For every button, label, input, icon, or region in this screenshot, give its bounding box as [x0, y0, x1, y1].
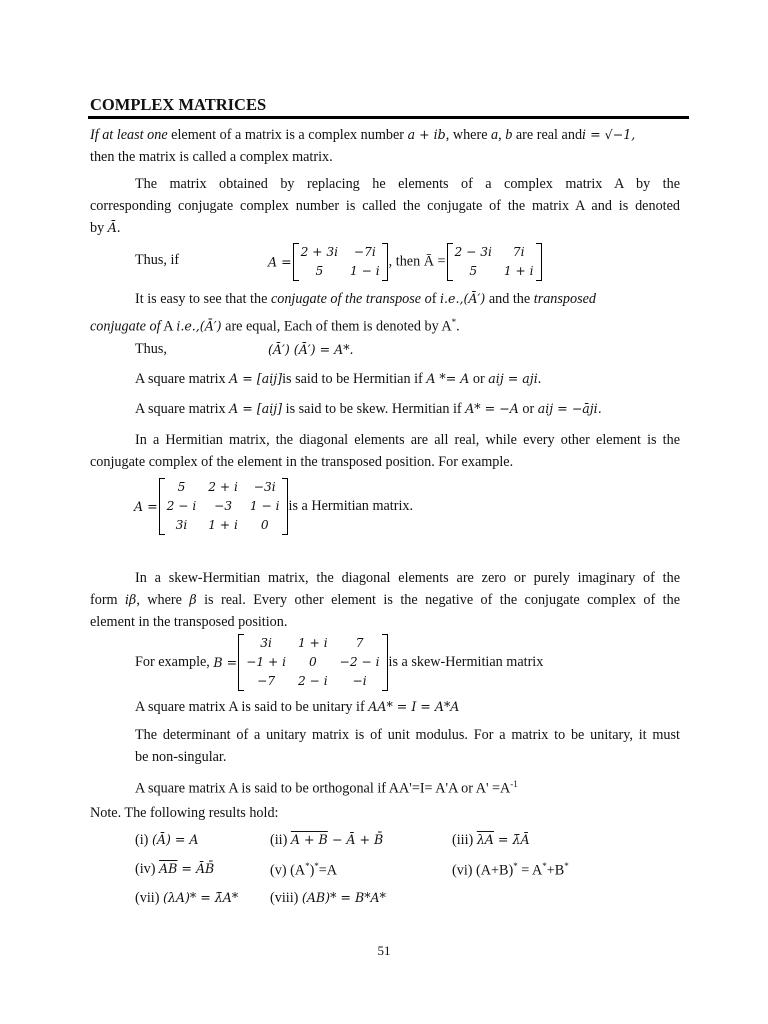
unitary-definition: A square matrix A is said to be unitary if AA* = I = A*A [135, 699, 460, 715]
hermitian-example: A = 5 2 + i −3i 2 − i −3 1 − i 3i 1 + i 0 is a Hermitian matrix. [134, 478, 413, 535]
skew-hermitian-definition: A square matrix A = [aij] is said to be skew. Hermitian if A* = −A or aij = −āji. [135, 401, 602, 417]
conjugate-transpose-equation: (Ā′) (Ā′) = A*. [268, 342, 354, 357]
note-line: Note. The following results hold: [90, 805, 279, 821]
para-2-line-2: corresponding conjugate complex number is called the conjugate of the matrix A and is denoted [90, 198, 680, 214]
matrix-skew-hermitian: 3i 1 + i 7 −1 + i 0 −2 − i −7 2 − i −i [240, 634, 385, 691]
para-3-line-1: It is easy to see that the conjugate of the transpose of i.e.,(Ā′) and the transposed [135, 291, 597, 307]
para-2-line-3: by Ā. [90, 220, 121, 236]
thus-if-label: Thus, if [135, 252, 180, 268]
determinant-line-2: be non-singular. [135, 749, 227, 765]
skew-hermitian-example: For example, B = 3i 1 + i 7 −1 + i 0 −2 − i −7 2 − i −i is a skew-Hermitian matrix [135, 634, 543, 691]
para-4-line-2: conjugate complex of the element in the transposed position. For example. [90, 454, 514, 470]
result-ii: (ii) A + B − Ā + B̄ [270, 832, 384, 848]
determinant-line-1: The determinant of a unitary matrix is of unit modulus. For a matrix to be unitary, it must [135, 727, 680, 743]
matrix-A-equation: A = 2 + 3i −7i 5 1 − i , then Ā = 2 − 3i 7i 5 1 + i [268, 243, 543, 281]
result-iii: (iii) $\overline{\lambda A}$ = λ̄Ā [452, 832, 530, 848]
result-iv: (iv) $\overline{AB}$ = ĀB̄ [135, 861, 215, 877]
section-title: COMPLEX MATRICES [90, 95, 267, 114]
para-1-line-2: then the matrix is called a complex matrix. [90, 149, 333, 165]
matrix-hermitian: 5 2 + i −3i 2 − i −3 1 − i 3i 1 + i 0 [161, 478, 286, 535]
page-number: 51 [377, 943, 391, 958]
thus-label: Thus, [135, 341, 167, 357]
title-rule [88, 116, 689, 119]
para-5-line-1: In a skew-Hermitian matrix, the diagonal elements are zero or purely imaginary of the [135, 570, 680, 586]
result-i: (i) (Ā) = A [135, 832, 199, 848]
para-2-line-1: The matrix obtained by replacing he elements of a complex matrix A by the [135, 176, 680, 192]
para-5-line-3: element in the transposed position. [90, 614, 288, 630]
result-v: (v) (A*)*=A [270, 861, 338, 879]
hermitian-definition: A square matrix A = [aij]is said to be Hermitian if A *= A or aij = aji. [135, 371, 542, 387]
orthogonal-definition: A square matrix A is said to be orthogonal if AA'=I= A'A or $A' =A^{-1}$ [135, 779, 518, 797]
result-vii: (vii) (λA)* = λ̄A* [135, 890, 239, 906]
matrix-A-conjugate: 2 − 3i 7i 5 1 + i [449, 243, 540, 281]
para-3-line-2: conjugate of A i.e.,(Ā′) are equal, Each of them is denoted by A*. [90, 317, 460, 335]
matrix-A: 2 + 3i −7i 5 1 − i [295, 243, 386, 281]
para-4-line-1: In a Hermitian matrix, the diagonal elements are all real, while every other element is the [135, 432, 680, 448]
para-5-line-2: form iβ, where β is real. Every other element is the negative of the conjugate complex of the [90, 592, 680, 608]
result-viii: (viii) (AB)* = B*A* [270, 890, 386, 906]
para-1-line-1: If at least one element of a matrix is a complex number a + ib, where a, b are real andi = √−1, [90, 127, 636, 143]
result-vi: (vi) (A+B)* = A*+B* [452, 861, 569, 879]
